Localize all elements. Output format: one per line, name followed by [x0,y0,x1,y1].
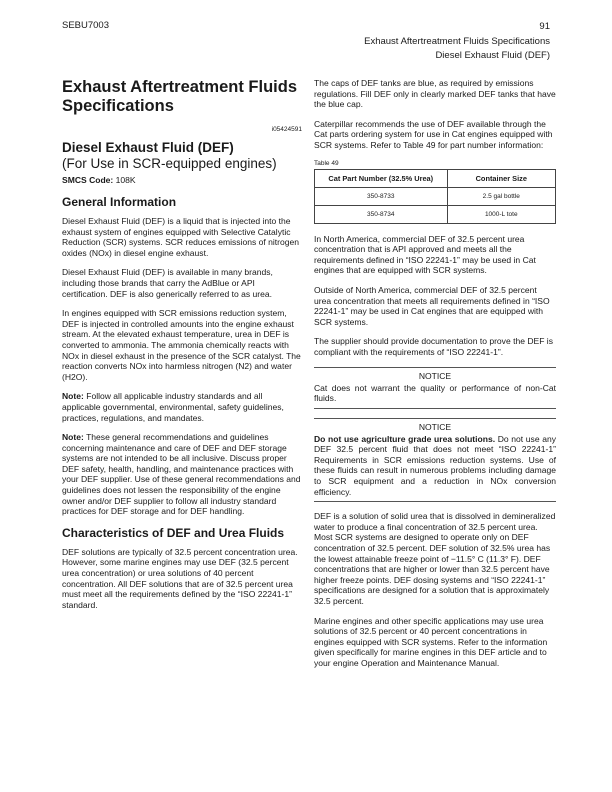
table-caption: Table 49 [314,159,339,167]
notice-title: NOTICE [418,370,452,381]
characteristics-heading: Characteristics of DEF and Urea Fluids [62,525,285,540]
smcs-code [62,175,302,185]
notice-text: Cat does not warrant the quality or performance of non-Cat fluids. [314,382,556,404]
column-header-container-size: Container Size [447,169,555,187]
paragraph: Caterpillar recommends the use of DEF available through the Cat parts ordering system for use in Cat engines equipped with SCR systems. Refer to Table 49 for part number information: [314,118,553,150]
paragraph: In North America, commercial DEF of 32.5 percent urea concentration that is API approved and meets all the requirements defined in “ISO 22241-1” may be used in Cat engines that are equipped with SCR systems. [314,233,536,276]
note-label: Note: [62,391,84,402]
table-cell: 1000-L tote [447,205,555,223]
notice-text [314,434,556,498]
part-number-table [314,169,556,224]
table-cell: 350-8734 [315,205,448,223]
note-paragraph [62,432,302,517]
notice-warning: Do not use agriculture grade urea solutions. [314,433,496,444]
document-id: i05424591 [271,126,302,133]
page-number: 91 [539,21,550,32]
right-column [314,78,556,678]
notice-body: Do not use any DEF 32.5 percent fluid that does not meet “ISO 22241-1” Requirements in SCR emissions reduction systems. Use of these fluids can result in numerous problems including damage to SCR equipment and a reduction in NOx conversion efficiency. [314,433,557,497]
column-header-part-number: Cat Part Number (32.5% Urea) [315,169,448,187]
paragraph: DEF solutions are typically of 32.5 percent concentration urea. However, some marine engines may use DEF (32.5 percent urea concentration) or urea solutions of 40 percent concentration. All DEF solutions that are of 32.5 percent urea must meet all the requirements defined by the “ISO 22241-1” standard. [62,546,298,610]
def-title: Diesel Exhaust Fluid (DEF) [62,140,234,155]
doc-number: SEBU7003 [62,20,110,31]
subsection-title: Diesel Exhaust Fluid (DEF) [435,50,550,61]
table-cell: 2.5 gal bottle [447,187,555,205]
smcs-value: 108K [115,175,136,185]
note-label: Note: [62,432,84,443]
table-cell: 350-8733 [315,187,448,205]
main-title: Exhaust Aftertreatment Fluids Specifications [62,78,298,115]
paragraph: Outside of North America, commercial DEF of 32.5 percent urea concentration that meets all requirements defined in “ISO 22241-1” may be used in Cat engines that are equipped with SCR systems. [314,284,550,327]
paragraph: Diesel Exhaust Fluid (DEF) is available in many brands, including those brands that carry the AdBlue or API certification. DEF is also generically referred to as urea. [62,267,273,299]
paragraph: Marine engines and other specific applications may use urea solutions of 32.5 percent or 40 percent concentrations in engines equipped with SCR systems. Refer to the information given specifically for marine engines in this DEF article and to your engine Operation and Maintenance Manual. [314,615,548,668]
paragraph: The caps of DEF tanks are blue, as required by emissions regulations. Fill DEF only in clearly marked DEF tanks that have the blue cap. [314,78,556,110]
table-row [315,205,556,223]
notice-box [314,367,556,409]
paragraph: DEF is a solution of solid urea that is dissolved in demineralized water to produce a final concentration of 32.5 percent urea. Most SCR systems are designed to operate only on DEF concentration of 32.5 percent. DEF solution of 32.5% urea has the lowest attainable freeze point of −11.5° C (11.3° F). DEF concentrations that are higher or lower than 32.5 percent have higher freeze points. DEF dosing systems and “ISO 22241-1” specifications are designed for a solution that is approximately 32.5 percent. [314,511,556,606]
def-subtitle: (For Use in SCR-equipped engines) [62,156,277,171]
left-column [62,78,302,619]
running-header [364,20,550,64]
note-paragraph [62,391,302,423]
general-info-heading: General Information [62,195,177,209]
notice-box [314,418,556,503]
notice-title: NOTICE [418,421,452,432]
table-header-row [315,169,556,187]
paragraph: In engines equipped with SCR emissions reduction system, DEF is injected in controlled amounts into the engine exhaust stream. At the elevated exhaust temperature, urea in DEF is converted to ammonia. The ammonia chemically reacts with NOx in diesel exhaust in the presence of the SCR catalyst. The reaction converts NOx into harmless nitrogen (N2) and water (H2O). [62,308,301,382]
note-text: These general recommendations and guidelines concerning maintenance and care of DEF and DEF storage systems are not intended to be all inclusive. Discuss proper DEF safety, health, handling, and maintenance practices with your DEF supplier. Use of these general recommendations and guidelines does not lessen the responsibility of the engine owner and/or DEF supplier to follow all industry standard practices for DEF storage and for DEF handling. [62,432,301,517]
section-title: Exhaust Aftertreatment Fluids Specifications [364,35,550,47]
smcs-label: SMCS Code: [62,175,114,185]
note-text: Follow all applicable industry standards and all applicable governmental, environmental, safety guidelines, practices, regulations, and mandates. [62,391,284,423]
table-row [315,187,556,205]
paragraph: The supplier should provide documentation to prove the DEF is compliant with the requirements of “ISO 22241-1”. [314,336,553,357]
paragraph: Diesel Exhaust Fluid (DEF) is a liquid that is injected into the exhaust system of engines equipped with Selective Catalytic Reduction (SCR) systems. SCR reduces emissions of nitrogen oxides (NOx) in diesel engine exhaust. [62,216,300,258]
